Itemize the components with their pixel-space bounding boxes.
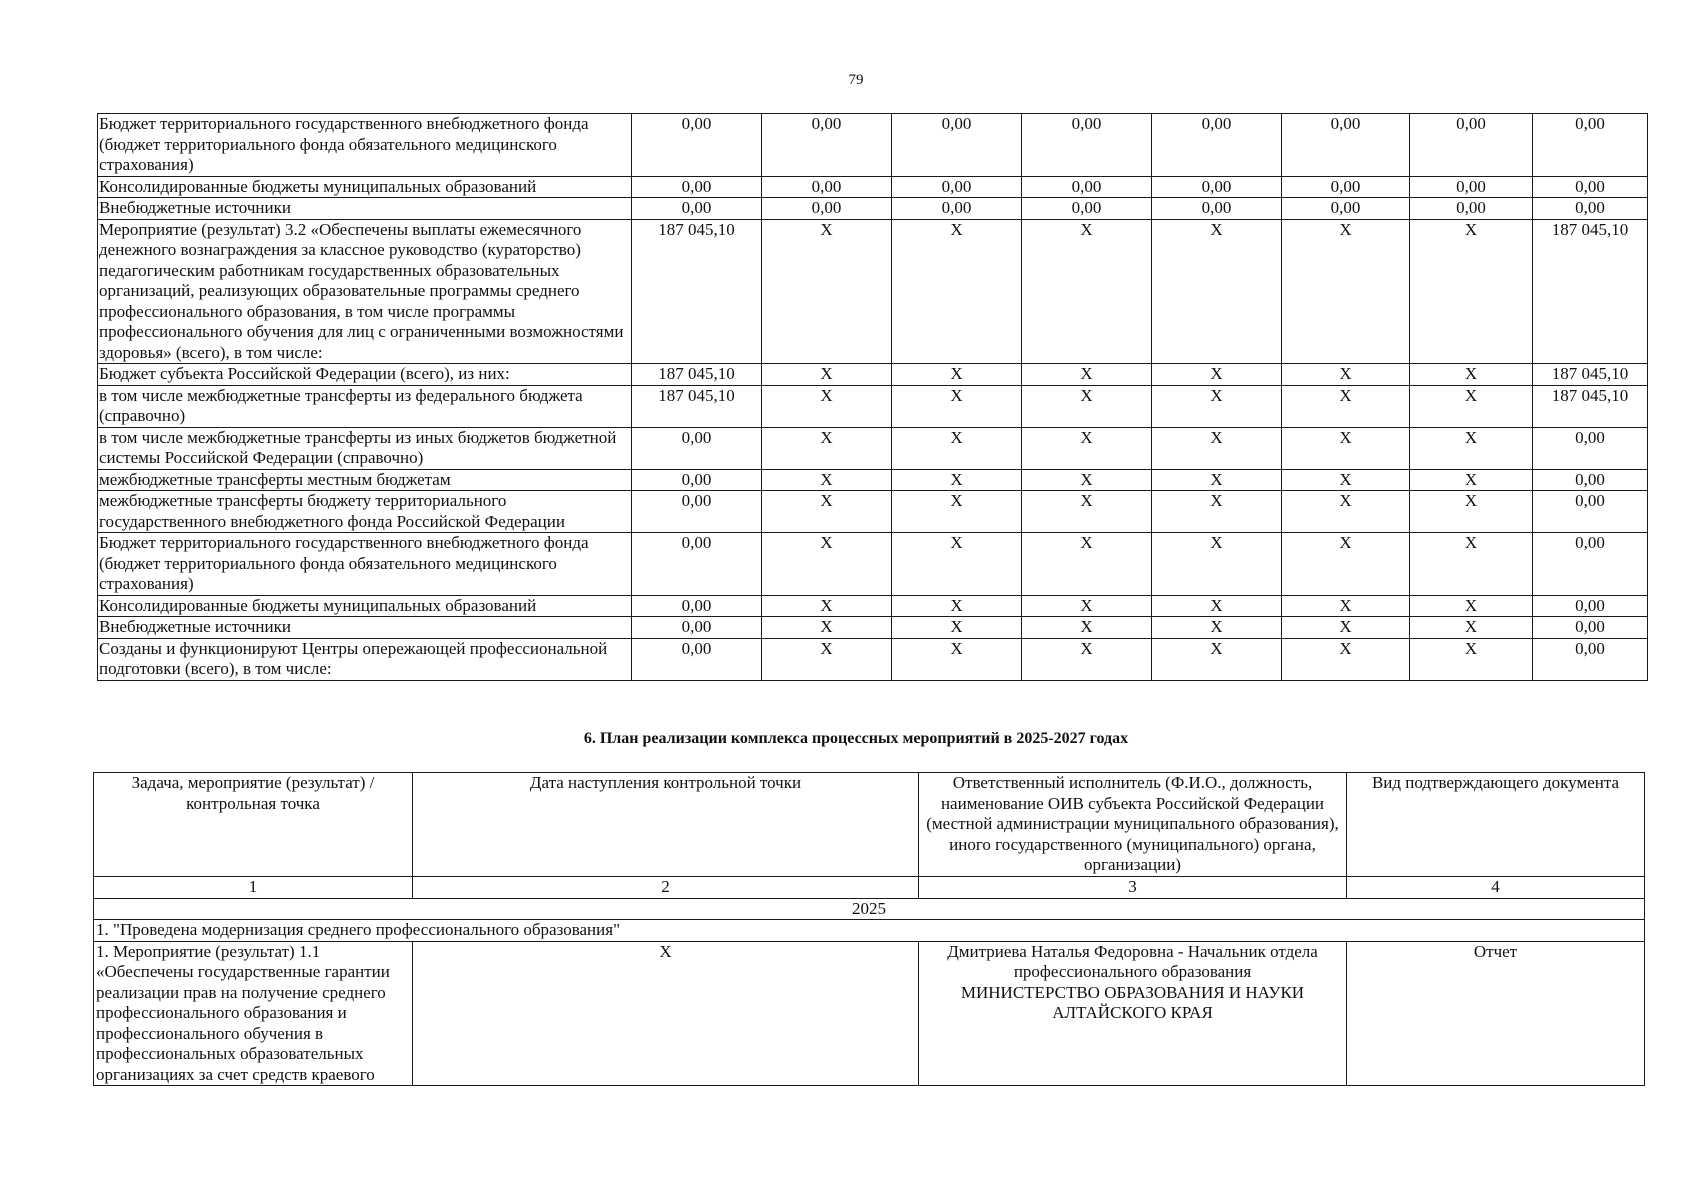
value-cell: X xyxy=(892,491,1022,533)
budget-row xyxy=(98,176,1648,198)
budget-row xyxy=(98,617,1648,639)
value-cell: X xyxy=(1410,491,1533,533)
value-cell: X xyxy=(892,617,1022,639)
value-cell: 0,00 xyxy=(632,533,762,596)
value-cell: X xyxy=(1282,638,1410,680)
value-cell: X xyxy=(762,427,892,469)
value-cell: 0,00 xyxy=(1282,198,1410,220)
column-number: 3 xyxy=(919,877,1347,899)
column-number: 2 xyxy=(413,877,919,899)
value-cell: X xyxy=(1022,364,1152,386)
value-cell: 0,00 xyxy=(892,114,1022,177)
value-cell: 0,00 xyxy=(892,198,1022,220)
value-cell: 0,00 xyxy=(1410,114,1533,177)
value-cell: 187 045,10 xyxy=(1533,385,1648,427)
value-cell: X xyxy=(762,533,892,596)
row-label: Бюджет территориального государственного внебюджетного фонда (бюджет территориального фонда обязательного медицинского страхования) xyxy=(98,114,632,177)
value-cell: X xyxy=(1282,533,1410,596)
value-cell: X xyxy=(1022,638,1152,680)
section-title: 6. План реализации комплекса процессных мероприятий в 2025-2027 годах xyxy=(583,730,1129,747)
value-cell: X xyxy=(762,385,892,427)
value-cell: X xyxy=(892,385,1022,427)
budget-row xyxy=(98,427,1648,469)
value-cell: X xyxy=(1410,533,1533,596)
value-cell: 0,00 xyxy=(632,114,762,177)
row-label: Мероприятие (результат) 3.2 «Обеспечены выплаты ежемесячного денежного вознаграждения за классное руководство (кураторство) педагогическим работникам государственных образовательных организаций, реализующих образовательные программы среднего профессионального образования, в том числе программы профессионального обучения для лиц с ограниченными возможностями здоровья» (всего), в том числе: xyxy=(98,219,632,364)
value-cell: X xyxy=(1282,617,1410,639)
value-cell: X xyxy=(892,427,1022,469)
value-cell: 0,00 xyxy=(762,114,892,177)
value-cell: X xyxy=(1022,491,1152,533)
header-responsible: Ответственный исполнитель (Ф.И.О., должность, наименование ОИВ субъекта Российской Федерации (местной администрации муниципального образования), иного государственного (муниципального) органа, организации) xyxy=(919,773,1347,877)
value-cell: X xyxy=(1410,469,1533,491)
value-cell: 0,00 xyxy=(632,427,762,469)
value-cell: X xyxy=(762,219,892,364)
page-number: 79 xyxy=(848,72,864,88)
row-label: Бюджет субъекта Российской Федерации (всего), из них: xyxy=(98,364,632,386)
responsible-organization: МИНИСТЕРСТВО ОБРАЗОВАНИЯ И НАУКИ АЛТАЙСКОГО КРАЯ xyxy=(960,982,1305,1022)
value-cell: 187 045,10 xyxy=(632,364,762,386)
value-cell: 0,00 xyxy=(1533,427,1648,469)
value-cell: 0,00 xyxy=(632,617,762,639)
value-cell: 0,00 xyxy=(1533,114,1648,177)
value-cell: X xyxy=(1022,427,1152,469)
budget-row xyxy=(98,198,1648,220)
value-cell: 0,00 xyxy=(1282,176,1410,198)
row-label: межбюджетные трансферты местным бюджетам xyxy=(98,469,632,491)
row-label: в том числе межбюджетные трансферты из федерального бюджета (справочно) xyxy=(98,385,632,427)
event-responsible xyxy=(919,941,1347,1086)
value-cell: X xyxy=(762,469,892,491)
plan-table xyxy=(93,772,1645,1086)
value-cell: X xyxy=(1022,219,1152,364)
value-cell: X xyxy=(1152,638,1282,680)
value-cell: 187 045,10 xyxy=(1533,364,1648,386)
value-cell: 0,00 xyxy=(1410,176,1533,198)
value-cell: 0,00 xyxy=(1152,114,1282,177)
header-task: Задача, мероприятие (результат) / контрольная точка xyxy=(94,773,413,877)
header-date: Дата наступления контрольной точки xyxy=(413,773,919,877)
budget-row xyxy=(98,595,1648,617)
value-cell: X xyxy=(1282,219,1410,364)
value-cell: 0,00 xyxy=(1282,114,1410,177)
value-cell: 0,00 xyxy=(632,176,762,198)
value-cell: 0,00 xyxy=(762,198,892,220)
value-cell: X xyxy=(762,638,892,680)
column-number: 1 xyxy=(94,877,413,899)
row-label: в том числе межбюджетные трансферты из иных бюджетов бюджетной системы Российской Федерации (справочно) xyxy=(98,427,632,469)
value-cell: 0,00 xyxy=(1533,491,1648,533)
value-cell: X xyxy=(892,595,1022,617)
value-cell: X xyxy=(1410,364,1533,386)
value-cell: X xyxy=(762,617,892,639)
budget-table-body xyxy=(98,114,1648,681)
row-label: межбюджетные трансферты бюджету территориального государственного внебюджетного фонда Российской Федерации xyxy=(98,491,632,533)
value-cell: 0,00 xyxy=(1533,198,1648,220)
event-row xyxy=(94,941,1645,1086)
value-cell: X xyxy=(892,219,1022,364)
value-cell: X xyxy=(1022,385,1152,427)
value-cell: X xyxy=(1410,617,1533,639)
value-cell: X xyxy=(1022,533,1152,596)
value-cell: 0,00 xyxy=(1022,198,1152,220)
value-cell: 0,00 xyxy=(632,198,762,220)
value-cell: 0,00 xyxy=(632,491,762,533)
value-cell: X xyxy=(1410,219,1533,364)
value-cell: 0,00 xyxy=(1533,617,1648,639)
value-cell: X xyxy=(1152,469,1282,491)
value-cell: 0,00 xyxy=(1533,595,1648,617)
value-cell: 0,00 xyxy=(1022,114,1152,177)
column-number-row xyxy=(94,877,1645,899)
value-cell: X xyxy=(1410,385,1533,427)
value-cell: 187 045,10 xyxy=(632,385,762,427)
value-cell: X xyxy=(1152,617,1282,639)
row-label: Консолидированные бюджеты муниципальных образований xyxy=(98,176,632,198)
value-cell: X xyxy=(1022,469,1152,491)
responsible-person: Дмитриева Наталья Федоровна - Начальник отдела профессионального образования xyxy=(947,941,1318,981)
value-cell: 0,00 xyxy=(632,469,762,491)
value-cell: X xyxy=(1152,491,1282,533)
budget-row xyxy=(98,638,1648,680)
value-cell: X xyxy=(1282,595,1410,617)
value-cell: X xyxy=(762,364,892,386)
value-cell: X xyxy=(1152,533,1282,596)
value-cell: X xyxy=(1152,385,1282,427)
year-row xyxy=(94,898,1645,920)
value-cell: X xyxy=(1410,427,1533,469)
budget-row xyxy=(98,219,1648,364)
value-cell: X xyxy=(1282,385,1410,427)
value-cell: X xyxy=(762,491,892,533)
budget-row xyxy=(98,114,1648,177)
value-cell: X xyxy=(1152,364,1282,386)
value-cell: 0,00 xyxy=(762,176,892,198)
event-document: Отчет xyxy=(1347,941,1645,1086)
value-cell: 0,00 xyxy=(1022,176,1152,198)
value-cell: X xyxy=(1410,638,1533,680)
value-cell: X xyxy=(892,638,1022,680)
value-cell: X xyxy=(892,364,1022,386)
header-document: Вид подтверждающего документа xyxy=(1347,773,1645,877)
value-cell: 187 045,10 xyxy=(632,219,762,364)
value-cell: X xyxy=(1152,595,1282,617)
value-cell: X xyxy=(1410,595,1533,617)
value-cell: X xyxy=(1282,491,1410,533)
value-cell: X xyxy=(892,469,1022,491)
value-cell: 0,00 xyxy=(632,638,762,680)
value-cell: X xyxy=(1152,427,1282,469)
row-label: Внебюджетные источники xyxy=(98,198,632,220)
event-date: X xyxy=(413,941,919,1086)
column-number: 4 xyxy=(1347,877,1645,899)
value-cell: 0,00 xyxy=(1533,638,1648,680)
header-row xyxy=(94,773,1645,877)
budget-row xyxy=(98,364,1648,386)
value-cell: 0,00 xyxy=(632,595,762,617)
value-cell: 0,00 xyxy=(892,176,1022,198)
event-description: 1. Мероприятие (результат) 1.1 «Обеспечены государственные гарантии реализации прав на получение среднего профессионального образования и профессионального обучения в профессиональных образовательных организациях за счет средств краевого xyxy=(94,941,413,1086)
budget-table xyxy=(97,113,1648,681)
value-cell: X xyxy=(1282,469,1410,491)
value-cell: 187 045,10 xyxy=(1533,219,1648,364)
value-cell: X xyxy=(1022,617,1152,639)
value-cell: X xyxy=(762,595,892,617)
value-cell: 0,00 xyxy=(1152,198,1282,220)
row-label: Созданы и функционируют Центры опережающей профессиональной подготовки (всего), в том числе: xyxy=(98,638,632,680)
row-label: Бюджет территориального государственного внебюджетного фонда (бюджет территориального фонда обязательного медицинского страхования) xyxy=(98,533,632,596)
value-cell: 0,00 xyxy=(1152,176,1282,198)
task-row xyxy=(94,920,1645,942)
row-label: Внебюджетные источники xyxy=(98,617,632,639)
budget-row xyxy=(98,491,1648,533)
value-cell: X xyxy=(1282,427,1410,469)
value-cell: X xyxy=(1152,219,1282,364)
value-cell: 0,00 xyxy=(1533,469,1648,491)
value-cell: X xyxy=(892,533,1022,596)
value-cell: X xyxy=(1282,364,1410,386)
budget-row xyxy=(98,533,1648,596)
value-cell: X xyxy=(1022,595,1152,617)
value-cell: 0,00 xyxy=(1410,198,1533,220)
value-cell: 0,00 xyxy=(1533,176,1648,198)
row-label: Консолидированные бюджеты муниципальных образований xyxy=(98,595,632,617)
budget-row xyxy=(98,469,1648,491)
value-cell: 0,00 xyxy=(1533,533,1648,596)
year-label: 2025 xyxy=(94,898,1645,920)
budget-row xyxy=(98,385,1648,427)
task-label: 1. "Проведена модернизация среднего профессионального образования" xyxy=(94,920,1645,942)
